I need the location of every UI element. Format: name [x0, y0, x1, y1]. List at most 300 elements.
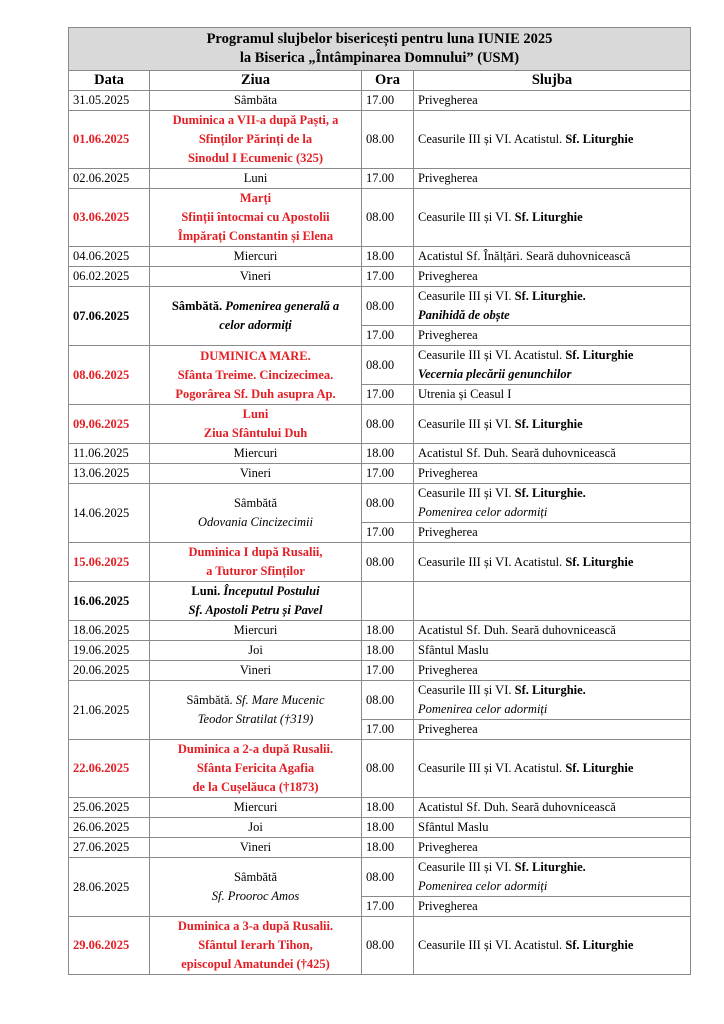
service-cell [414, 523, 691, 543]
table-row [69, 798, 691, 818]
service-cell [414, 444, 691, 464]
text-line [154, 316, 357, 335]
text-segment: Ceasurile III și VI. [418, 486, 515, 500]
day-cell [150, 917, 362, 975]
time-cell: 08.00 [362, 858, 414, 897]
time-cell [362, 582, 414, 621]
text-segment: Sfântul Ierarh Tihon, [198, 938, 313, 952]
text-line [154, 227, 357, 246]
title-line-1: Programul slujbelor bisericești pentru luna IUNIE 2025 [206, 31, 553, 47]
text-segment: Duminica I după Rusalii, [188, 545, 323, 559]
text-segment: Ceasurile III și VI. [418, 416, 515, 431]
text-line [418, 503, 686, 522]
text-line [154, 366, 357, 385]
time-cell: 18.00 [362, 444, 414, 464]
time-cell: 08.00 [362, 740, 414, 798]
service-cell [414, 838, 691, 858]
text-segment: Luni. [191, 584, 224, 598]
text-segment: Sâmbăta [233, 93, 278, 107]
service-cell [414, 346, 691, 385]
text-segment: Împărați Constantin și Elena [177, 229, 334, 243]
table-row [69, 111, 691, 169]
text-segment: DUMINICA MARE. [200, 348, 311, 363]
text-line [154, 562, 357, 581]
time-cell: 08.00 [362, 917, 414, 975]
service-cell [414, 484, 691, 523]
text-segment: Începutul Postului [223, 584, 320, 598]
text-segment: Sf. Liturghie [565, 132, 634, 146]
service-cell [414, 405, 691, 444]
time-cell: 17.00 [362, 267, 414, 287]
text-segment: Privegherea [418, 663, 478, 677]
text-segment: Miercuri [233, 800, 278, 814]
date-cell: 06.02.2025 [69, 267, 150, 287]
text-line [418, 365, 686, 384]
text-segment: Miercuri [233, 623, 278, 637]
table-row [69, 444, 691, 464]
date-cell: 31.05.2025 [69, 91, 150, 111]
text-line [154, 247, 357, 266]
text-line [154, 189, 357, 208]
text-segment: Privegherea [418, 93, 478, 107]
text-segment: Sf. Apostoli Petru și Pavel [188, 603, 323, 617]
day-cell [150, 464, 362, 484]
text-line [418, 306, 686, 325]
text-segment: Panihidă de obște [418, 308, 510, 322]
text-segment: Sf. Prooroc Amos [211, 889, 300, 903]
time-cell: 08.00 [362, 405, 414, 444]
text-segment: Sf. Liturghie [514, 416, 583, 431]
text-line [154, 444, 357, 463]
text-line [418, 287, 686, 306]
text-segment: Sâmbătă. [171, 299, 226, 313]
text-segment: Sfântul Maslu [418, 643, 489, 657]
service-cell [414, 189, 691, 247]
text-segment: Odovania Cincizecimii [198, 515, 313, 529]
text-line [154, 130, 357, 149]
date-cell: 15.06.2025 [69, 543, 150, 582]
table-row [69, 287, 691, 326]
text-line [154, 208, 357, 227]
date-cell: 09.06.2025 [69, 405, 150, 444]
text-segment: Privegherea [418, 840, 478, 854]
service-cell [414, 858, 691, 897]
text-line [418, 720, 686, 739]
text-line [154, 169, 357, 188]
time-cell: 18.00 [362, 621, 414, 641]
service-cell [414, 326, 691, 346]
text-segment: Vineri [239, 840, 272, 854]
time-cell: 17.00 [362, 91, 414, 111]
text-segment: Sf. Liturghie [565, 348, 634, 362]
time-cell: 08.00 [362, 484, 414, 523]
text-line [154, 267, 357, 286]
column-header-day: Ziua [150, 71, 362, 91]
date-cell: 13.06.2025 [69, 464, 150, 484]
text-line [418, 208, 686, 227]
text-segment: Ceasurile III și VI. Acatistul. [418, 132, 566, 146]
column-header-row [69, 71, 691, 91]
text-segment: Vineri [239, 663, 272, 677]
text-line [154, 149, 357, 168]
table-row [69, 405, 691, 444]
time-cell: 17.00 [362, 385, 414, 405]
table-row [69, 838, 691, 858]
service-cell [414, 621, 691, 641]
text-line [154, 691, 357, 710]
date-cell: 08.06.2025 [69, 346, 150, 405]
text-line [154, 778, 357, 797]
text-line [154, 661, 357, 680]
text-segment: Utrenia și Ceasul I [418, 387, 512, 401]
text-line [154, 621, 357, 640]
text-segment: Sf. Liturghie. [514, 860, 586, 874]
service-cell [414, 917, 691, 975]
text-segment: Privegherea [418, 269, 478, 283]
date-cell: 18.06.2025 [69, 621, 150, 641]
service-cell [414, 897, 691, 917]
text-segment: Luni [243, 171, 268, 185]
text-segment: Vineri [239, 466, 272, 480]
table-row [69, 858, 691, 897]
text-line [418, 621, 686, 640]
table-row [69, 621, 691, 641]
text-segment: Ceasurile III și VI. [418, 860, 515, 874]
text-line [154, 494, 357, 513]
time-cell: 08.00 [362, 111, 414, 169]
text-segment: Privegherea [418, 722, 478, 736]
date-cell: 21.06.2025 [69, 681, 150, 740]
text-segment: Ceasurile III și VI. [418, 210, 515, 224]
text-line [154, 91, 357, 110]
service-cell [414, 818, 691, 838]
service-cell [414, 582, 691, 621]
time-cell: 17.00 [362, 661, 414, 681]
text-line [154, 424, 357, 443]
text-line [418, 936, 686, 955]
service-cell [414, 267, 691, 287]
time-cell: 18.00 [362, 641, 414, 661]
time-cell: 18.00 [362, 247, 414, 267]
column-header-service: Slujba [414, 71, 691, 91]
text-line [418, 346, 686, 365]
service-cell [414, 641, 691, 661]
service-cell [414, 91, 691, 111]
text-line [418, 553, 686, 572]
text-segment: Pomenirea celor adormiți [418, 702, 548, 716]
table-row [69, 484, 691, 523]
text-line [418, 681, 686, 700]
day-cell [150, 444, 362, 464]
time-cell: 17.00 [362, 897, 414, 917]
date-cell: 29.06.2025 [69, 917, 150, 975]
date-cell: 27.06.2025 [69, 838, 150, 858]
text-line [154, 385, 357, 404]
date-cell: 20.06.2025 [69, 661, 150, 681]
text-segment: Ceasurile III și VI. Acatistul. [418, 761, 566, 775]
text-line [418, 818, 686, 837]
text-segment: Sfânta Treime. Cincizecimea. [177, 367, 334, 382]
day-cell [150, 838, 362, 858]
date-cell: 04.06.2025 [69, 247, 150, 267]
date-cell: 01.06.2025 [69, 111, 150, 169]
column-header-date: Data [69, 71, 150, 91]
text-segment: Sâmbătă. [186, 693, 236, 707]
day-cell [150, 287, 362, 346]
title-line-2: la Biserica „Întâmpinarea Domnului” (USM) [239, 50, 520, 66]
service-cell [414, 287, 691, 326]
time-cell: 17.00 [362, 523, 414, 543]
service-cell [414, 661, 691, 681]
text-segment: celor adormiți [219, 318, 292, 332]
text-line [154, 917, 357, 936]
table-row [69, 346, 691, 385]
title-row [69, 28, 691, 71]
table-row [69, 740, 691, 798]
day-cell [150, 641, 362, 661]
date-cell: 25.06.2025 [69, 798, 150, 818]
day-cell [150, 858, 362, 917]
service-cell [414, 681, 691, 720]
text-segment: Vineri [239, 269, 272, 283]
text-line [418, 838, 686, 857]
text-segment: Privegherea [418, 328, 478, 342]
text-segment: Sâmbătă [233, 870, 278, 884]
time-cell: 08.00 [362, 681, 414, 720]
date-cell: 28.06.2025 [69, 858, 150, 917]
text-line [418, 897, 686, 916]
text-line [418, 484, 686, 503]
text-segment: a Tuturor Sfinților [206, 564, 305, 578]
text-segment: Ceasurile III și VI. [418, 289, 515, 303]
text-line [418, 444, 686, 463]
day-cell [150, 111, 362, 169]
day-cell [150, 169, 362, 189]
text-line [154, 936, 357, 955]
date-cell: 03.06.2025 [69, 189, 150, 247]
text-segment: Acatistul Sf. Înălțări. Seară duhovnicească [418, 249, 631, 263]
time-cell: 08.00 [362, 189, 414, 247]
text-segment: de la Cușelăuca (†1873) [192, 780, 319, 794]
text-segment: Sf. Liturghie [514, 210, 583, 224]
text-segment: Ceasurile III și VI. Acatistul. [418, 348, 566, 362]
text-line [154, 641, 357, 660]
time-cell: 08.00 [362, 287, 414, 326]
text-segment: Ziua Sfântului Duh [203, 426, 308, 440]
text-line [154, 601, 357, 620]
text-segment: Privegherea [418, 899, 478, 913]
time-cell: 18.00 [362, 818, 414, 838]
text-line [418, 641, 686, 660]
text-line [154, 710, 357, 729]
text-line [154, 582, 357, 601]
text-segment: Sf. Mare Mucenic [235, 693, 325, 707]
day-cell [150, 798, 362, 818]
date-cell: 16.06.2025 [69, 582, 150, 621]
text-segment: Sfinții întocmai cu Apostolii [181, 210, 330, 224]
text-line [154, 543, 357, 562]
text-line [154, 464, 357, 483]
day-cell [150, 189, 362, 247]
text-segment: Marți [239, 191, 272, 205]
column-header-time: Ora [362, 71, 414, 91]
table-row [69, 818, 691, 838]
service-cell [414, 798, 691, 818]
table-row [69, 247, 691, 267]
text-line [418, 91, 686, 110]
schedule-table [68, 27, 691, 975]
service-cell [414, 464, 691, 484]
table-row [69, 464, 691, 484]
text-segment: Teodor Stratilat (†319) [197, 712, 314, 726]
table-row [69, 917, 691, 975]
text-line [418, 130, 686, 149]
text-line [418, 385, 686, 404]
table-row [69, 641, 691, 661]
time-cell: 18.00 [362, 838, 414, 858]
service-cell [414, 111, 691, 169]
table-row [69, 267, 691, 287]
text-line [418, 661, 686, 680]
text-segment: Sf. Liturghie. [514, 486, 586, 500]
text-line [418, 267, 686, 286]
service-cell [414, 385, 691, 405]
text-segment: Sf. Liturghie. [514, 289, 586, 303]
text-segment: Acatistul Sf. Duh. Seară duhovnicească [418, 800, 616, 814]
text-segment: Pomenirea celor adormiți [418, 505, 548, 519]
date-cell: 19.06.2025 [69, 641, 150, 661]
day-cell [150, 582, 362, 621]
text-segment: Sf. Liturghie [565, 938, 634, 952]
date-cell: 26.06.2025 [69, 818, 150, 838]
day-cell [150, 543, 362, 582]
day-cell [150, 740, 362, 798]
day-cell [150, 681, 362, 740]
text-segment: Sf. Liturghie [565, 554, 634, 569]
text-line [154, 297, 357, 316]
text-segment: Ceasurile III și VI. Acatistul. [418, 938, 566, 952]
text-segment: Pomenirea generală a [225, 299, 340, 313]
text-line [154, 759, 357, 778]
day-cell [150, 247, 362, 267]
text-segment: Acatistul Sf. Duh. Seară duhovnicească [418, 446, 616, 460]
text-line [418, 877, 686, 896]
date-cell: 14.06.2025 [69, 484, 150, 543]
text-line [154, 405, 357, 424]
text-line [418, 415, 686, 434]
time-cell: 17.00 [362, 326, 414, 346]
time-cell: 17.00 [362, 720, 414, 740]
text-segment: Miercuri [233, 446, 278, 460]
text-line [154, 868, 357, 887]
text-line [418, 247, 686, 266]
text-line [154, 111, 357, 130]
day-cell [150, 91, 362, 111]
time-cell: 17.00 [362, 169, 414, 189]
service-cell [414, 720, 691, 740]
text-line [418, 700, 686, 719]
day-cell [150, 484, 362, 543]
table-row [69, 681, 691, 720]
text-segment: Sfinților Părinți de la [198, 132, 313, 146]
day-cell [150, 661, 362, 681]
text-segment: Sf. Liturghie. [514, 683, 586, 697]
text-segment: Miercuri [233, 249, 278, 263]
text-line [418, 798, 686, 817]
text-segment: Privegherea [418, 171, 478, 185]
time-cell: 08.00 [362, 543, 414, 582]
text-line [418, 326, 686, 345]
text-line [154, 347, 357, 366]
table-row [69, 661, 691, 681]
text-line [154, 887, 357, 906]
time-cell: 08.00 [362, 346, 414, 385]
text-line [418, 858, 686, 877]
date-cell: 02.06.2025 [69, 169, 150, 189]
day-cell [150, 267, 362, 287]
text-segment: Sâmbătă [233, 496, 278, 510]
text-segment: Duminica a 3-a după Rusalii. [177, 919, 334, 933]
day-cell [150, 818, 362, 838]
schedule-body [69, 91, 691, 975]
text-segment: episcopul Amatundei (†425) [181, 957, 330, 971]
text-segment: Duminica a VII-a după Paști, a [172, 113, 339, 127]
text-line [418, 759, 686, 778]
service-cell [414, 247, 691, 267]
date-cell: 11.06.2025 [69, 444, 150, 464]
table-row [69, 582, 691, 621]
date-cell: 07.06.2025 [69, 287, 150, 346]
table-row [69, 91, 691, 111]
text-line [154, 818, 357, 837]
text-segment: Duminica a 2-a după Rusalii. [177, 742, 334, 756]
text-segment: Sfânta Fericita Agafia [196, 761, 315, 775]
text-segment: Pogorârea Sf. Duh asupra Ap. [175, 386, 336, 401]
text-segment: Joi [248, 643, 263, 657]
time-cell: 17.00 [362, 464, 414, 484]
text-segment: Sfântul Maslu [418, 820, 489, 834]
text-segment: Acatistul Sf. Duh. Seară duhovnicească [418, 623, 616, 637]
text-segment: Sf. Liturghie [565, 761, 634, 775]
text-segment: Vecernia plecării genunchilor [418, 367, 572, 381]
date-cell: 22.06.2025 [69, 740, 150, 798]
text-segment: Luni [242, 407, 269, 421]
day-cell [150, 621, 362, 641]
text-line [154, 798, 357, 817]
text-line [418, 464, 686, 483]
text-line [154, 955, 357, 974]
text-segment: Sinodul I Ecumenic (325) [187, 151, 324, 165]
text-segment: Ceasurile III și VI. Acatistul. [418, 554, 566, 569]
service-cell [414, 543, 691, 582]
table-row [69, 189, 691, 247]
text-segment: Privegherea [418, 525, 478, 539]
text-segment: Ceasurile III și VI. [418, 683, 515, 697]
text-segment: Privegherea [418, 466, 478, 480]
service-cell [414, 740, 691, 798]
time-cell: 18.00 [362, 798, 414, 818]
text-line [154, 513, 357, 532]
service-cell [414, 169, 691, 189]
text-segment: Joi [248, 820, 263, 834]
day-cell [150, 405, 362, 444]
text-line [154, 740, 357, 759]
table-row [69, 169, 691, 189]
text-line [418, 523, 686, 542]
text-line [154, 838, 357, 857]
table-row [69, 543, 691, 582]
day-cell [150, 346, 362, 405]
